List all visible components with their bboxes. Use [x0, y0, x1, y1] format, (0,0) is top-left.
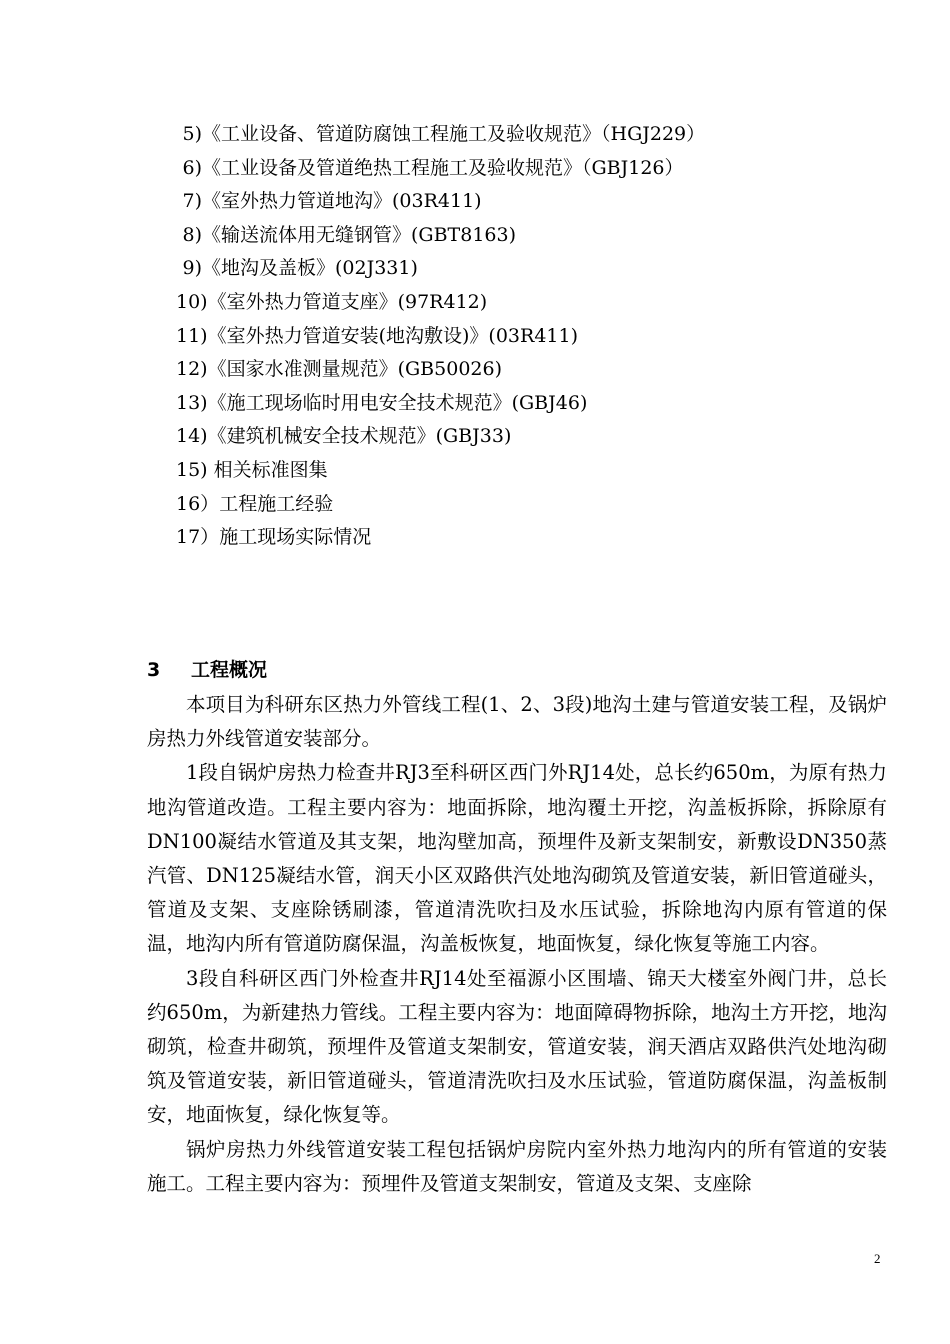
list-item: [176, 219, 876, 253]
list-item-text: 相关标准图集: [207, 458, 328, 481]
list-item-number: 10): [176, 290, 208, 313]
list-item: [176, 320, 876, 354]
paragraph-boiler-room: 锅炉房热力外线管道安装工程包括锅炉房院内室外热力地沟内的所有管道的安装施工。工程主要内容为：预埋件及管道支架制安，管道及支架、支座除: [147, 1137, 887, 1195]
section-number: 3: [147, 659, 161, 681]
list-item-text: 《室外热力管道支座》(97R412): [207, 290, 488, 313]
list-item-number: 14): [176, 425, 208, 448]
paragraph-segment-3: 3段自科研区西门外检查井RJ14处至福源小区围墙、锦天大楼室外阀门井，总长约650m，为新建热力管线。工程主要内容为：地面障碍物拆除，地沟土方开挖，地沟砌筑，检查井砌筑，预埋件及管道支架制安，管道安装，润天酒店双路供汽处地沟砌筑及管道安装，新旧管道碰头，管道清洗吹扫及水压试验，管道防腐保温，沟盖板制安，地面恢复，绿化恢复等。: [147, 966, 887, 1127]
list-item: [176, 488, 876, 522]
list-item-number: 15): [176, 458, 208, 481]
list-item-number: 17）: [176, 526, 220, 549]
list-item: [176, 185, 876, 219]
list-item-text: 《工业设备、管道防腐蚀工程施工及验收规范》（HGJ229）: [202, 123, 706, 145]
list-item-number: 11): [176, 324, 208, 347]
list-item-text: 《室外热力管道安装(地沟敷设)》(03R411): [207, 324, 578, 347]
section-heading: [147, 654, 267, 686]
list-item: [176, 387, 876, 421]
list-item: [176, 521, 876, 555]
list-item-number: 13): [176, 391, 208, 414]
list-item-text: 《施工现场临时用电安全技术规范》(GBJ46): [207, 391, 588, 414]
list-item-text: 《室外热力管道地沟》(03R411): [202, 190, 482, 213]
section-title: 工程概况: [191, 659, 268, 681]
page-number: 2: [874, 1251, 881, 1266]
list-item: [176, 454, 876, 488]
list-item: [176, 420, 876, 454]
list-item-number: 8): [182, 223, 202, 246]
list-item-text: 《地沟及盖板》(02J331): [202, 257, 418, 280]
list-item-number: 6): [182, 156, 202, 179]
list-item: [176, 353, 876, 387]
list-item-text: 《建筑机械安全技术规范》(GBJ33): [207, 425, 512, 448]
list-item-number: 5): [182, 123, 202, 145]
section-body: [147, 688, 887, 1201]
list-item-number: 16）: [176, 492, 220, 515]
list-item-text: 《工业设备及管道绝热工程施工及验收规范》（GBJ126）: [202, 156, 684, 179]
reference-list: [176, 118, 876, 555]
list-item-number: 12): [176, 358, 208, 381]
list-item: [176, 252, 876, 286]
paragraph-overview: 本项目为科研东区热力外管线工程(1、2、3段)地沟土建与管道安装工程，及锅炉房热力外线管道安装部分。: [147, 693, 887, 751]
list-item: [176, 152, 876, 186]
list-item-number: 7): [182, 190, 202, 213]
list-item-text: 《输送流体用无缝钢管》(GBT8163): [202, 223, 516, 246]
paragraph-segment-1: 1段自锅炉房热力检查井RJ3至科研区西门外RJ14处，总长约650m，为原有热力地沟管道改造。工程主要内容为：地面拆除，地沟覆土开挖，沟盖板拆除，拆除原有DN100凝结水管道及其支架，地沟壁加高，预埋件及新支架制安，新敷设DN350蒸汽管、DN125凝结水管，润天小区双路供汽处地沟砌筑及管道安装，新旧管道碰头，管道及支架、支座除锈刷漆，管道清洗吹扫及水压试验，拆除地沟内原有管道的保温，地沟内所有管道防腐保温，沟盖板恢复，地面恢复，绿化恢复等施工内容。: [147, 761, 887, 956]
list-item-text: 施工现场实际情况: [219, 526, 372, 549]
list-item: [176, 286, 876, 320]
list-item-text: 《国家水准测量规范》(GB50026): [207, 358, 503, 381]
list-item: [176, 118, 876, 152]
list-item-text: 工程施工经验: [219, 492, 334, 515]
list-item-number: 9): [182, 257, 202, 280]
